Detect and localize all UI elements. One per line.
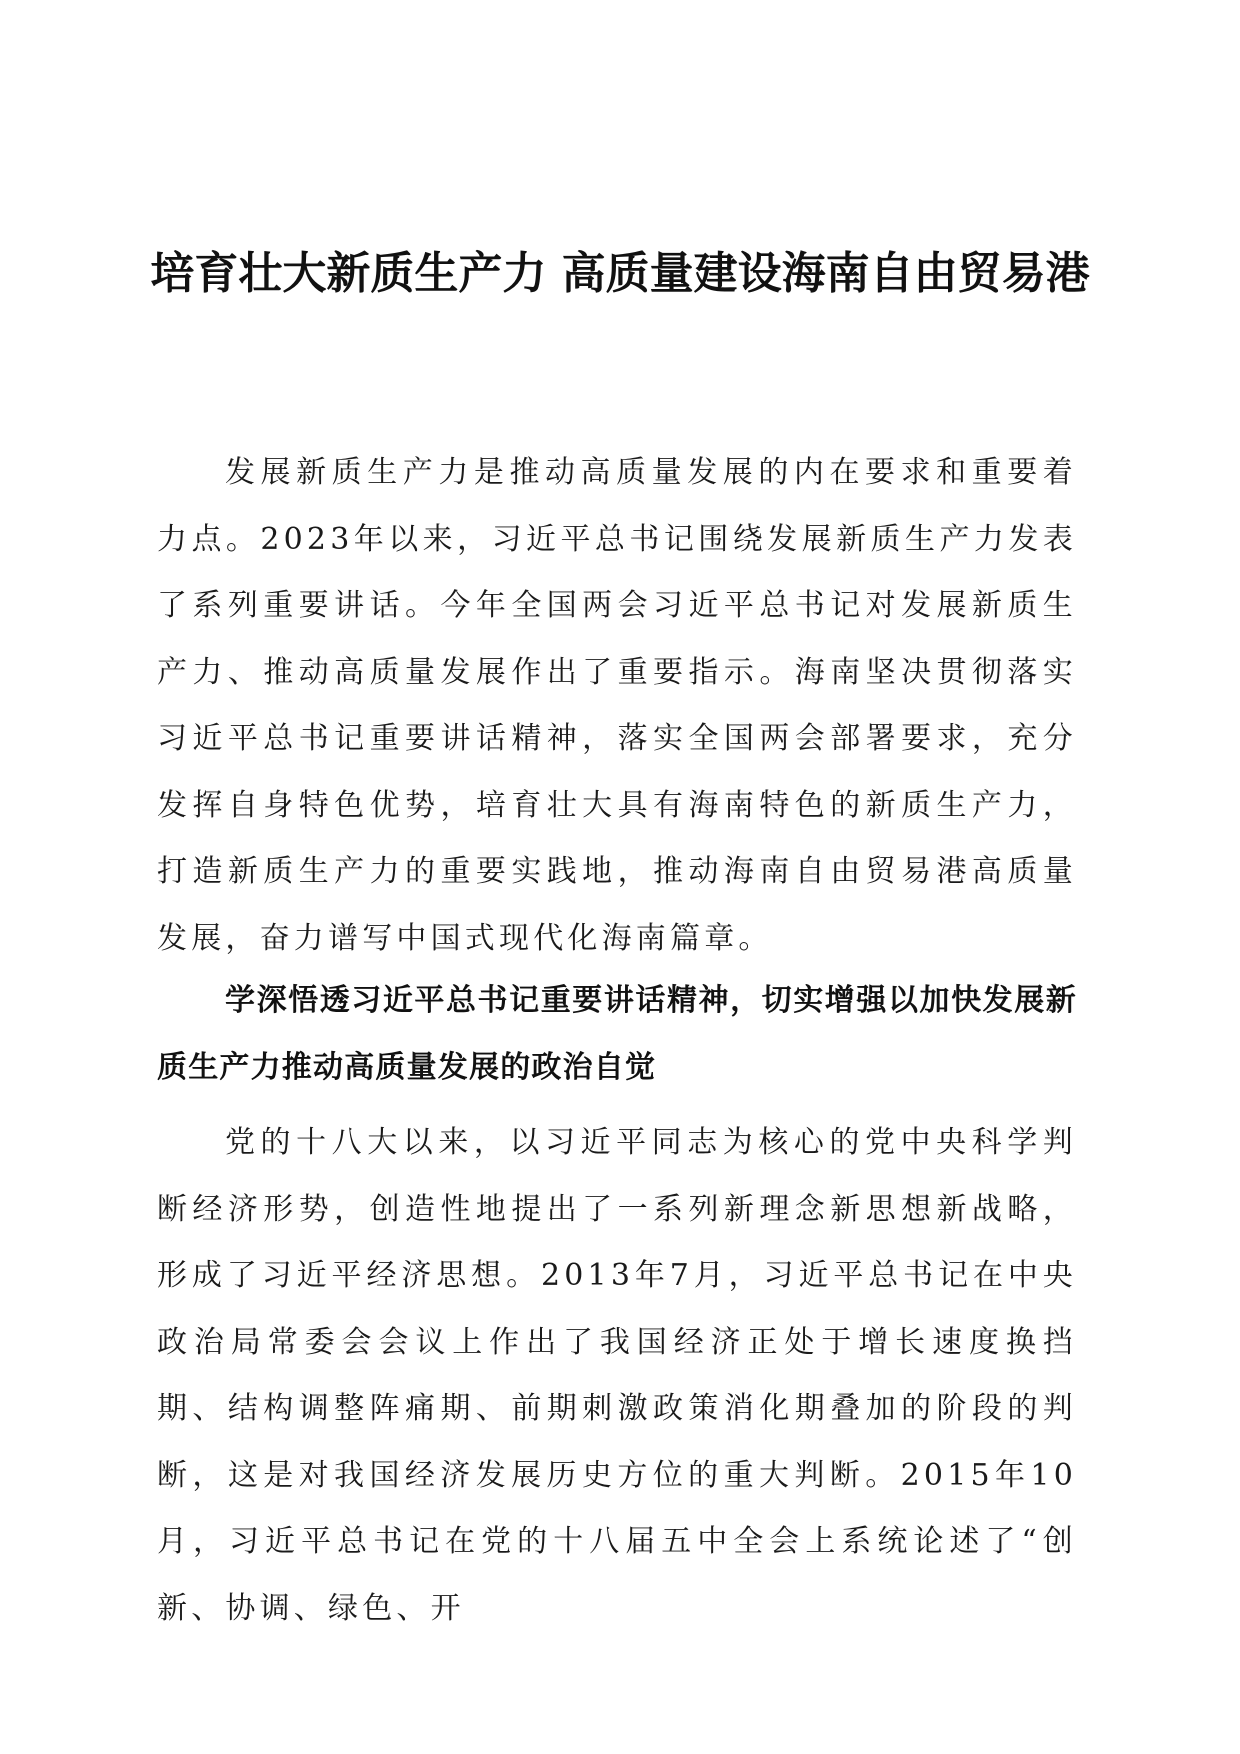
intro-paragraph: 发展新质生产力是推动高质量发展的内在要求和重要着力点。2023年以来，习近平总书记围绕发展新质生产力发表了系列重要讲话。今年全国两会习近平总书记对发展新质生产力、推动高质量发展作出了重要指示。海南坚决贯彻落实习近平总书记重要讲话精神，落实全国两会部署要求，充分发挥自身特色优势，培育壮大具有海南特色的新质生产力，打造新质生产力的重要实践地，推动海南自由贸易港高质量发展，奋力谱写中国式现代化海南篇章。 (157, 455, 1077, 956)
section-heading: 学深悟透习近平总书记重要讲话精神，切实增强以加快发展新质生产力推动高质量发展的政治自觉 (157, 983, 1077, 1085)
page-title: 培育壮大新质生产力 高质量建设海南自由贸易港 (150, 248, 1090, 299)
section-paragraph: 党的十八大以来，以习近平同志为核心的党中央科学判断经济形势，创造性地提出了一系列新理念新思想新战略，形成了习近平经济思想。2013年7月，习近平总书记在中央政治局常委会会议上作出了我国经济正处于增长速度换挡期、结构调整阵痛期、前期刺激政策消化期叠加的阶段的判断，这是对我国经济发展历史方位的重大判断。2015年10月，习近平总书记在党的十八届五中全会上系统论述了“创新、协调、绿色、开 (157, 1125, 1077, 1626)
